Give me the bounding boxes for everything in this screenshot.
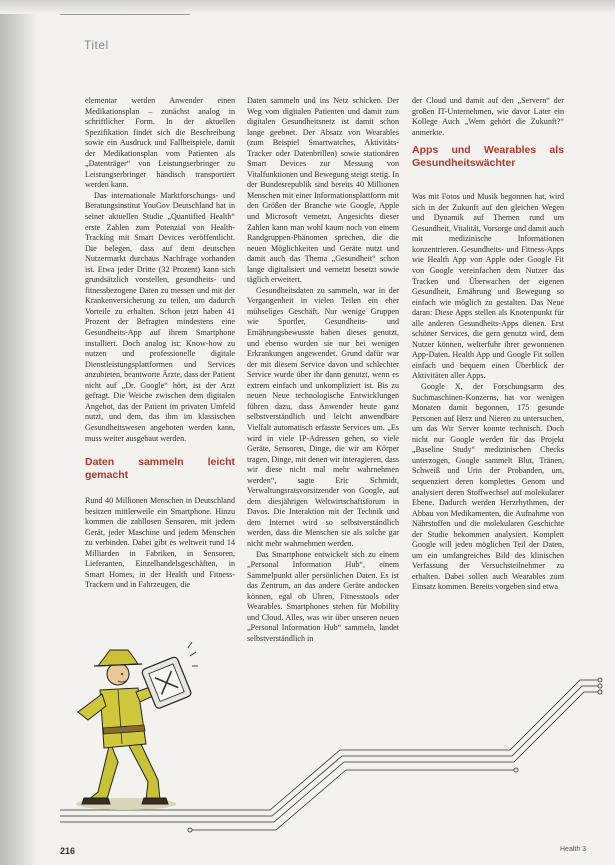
paragraph: der Cloud und damit auf den „Servern“ der großen IT-Unternehmen, wie davor Later ein Kollege Auch „Wem gehört die Zukunft?“ anmerkte.: [412, 96, 564, 137]
paragraph: Was mit Fotos und Musik begonnen hat, wird sich in der Zukunft auf den gleichen Wegen und Dynamik auf Themen rund um Gesundheit, Vitalität, Vorsorge und damit auch mit medizinische Informationen konzentrieren. Gesundheits- und Fitness-Apps wie Health App von Apple oder Google Fit von Google vereinfachen dem Nutzer das Tracken und Überwachen der eigenen Gesundheit, Ernährung und Bewegung so einfach wie möglich zu gestalten. Das Neue daran: Diese Apps stellen als Knotenpunkt für alle anderen Gesundheits-Apps dienen. Erst schöner Services, die gern genutzt wird, dem Nutzer können, welterfuhr ihrer gewonnenen App-Daten. Health App und Google Fit sollen einfach und bequem einen Überblick der Aktivitäten aller Apps.: [412, 192, 564, 381]
paragraph: elementar werden Anwender einen Medikationsplan – zunächst analog in schriftlicher Form. In der aktuellen Spezifikation findet sich die Beschreibung sowie ein Ausdruck und Fallbeispiele, damit der Medikationsplan vom Patienten als „Datenträger“ von Leistungserbringer zu Leistungserbringer händisch transportiert werden kann.: [85, 96, 235, 190]
magazine-name: Health 3: [560, 846, 587, 853]
page-gutter-shadow: [0, 0, 38, 865]
man-with-device-illustration: [48, 632, 198, 812]
page-number: 216: [60, 846, 76, 856]
subheading: Apps und Wearables als Gesundheitswächter: [412, 144, 564, 170]
text-column-2: [247, 96, 399, 644]
paragraph-text: Rund 40 Millionen Menschen in Deutschland besitzen mittlerweile ein Smartphone. Hinzu kommen die zahllosen Sensoren, mit jedem Gerät, jeder Maschine und jedem Menschen zu verbinden. Dabei gibt es weltweit rund 14 Milliarden in Fabriken, in Sensoren, Lieferanten, Einzelhandelsgeschäften, in Smart Homes, in der Health und Fitness-Trackern und in Fahrzeugen, die: [85, 496, 235, 590]
paragraph: [85, 496, 235, 591]
paragraph: Daten sammeln und ins Netz schicken. Der Weg vom digitalen Patienten und damit zum digitalen Gesundheitsnetz ist damit schon lange geebnet. Der Absatz von Wearables (zum Beispiel Smartwatches, Aktivitäts-Tracker oder Datenbrillen) sowie stationären Smart Devices zur Messung von Vitalfunktionen und Bewegung steigt stetig. In der Bundesrepublik sind bereits 40 Millionen Menschen mit einer Informationsplattform mit den Größen der Branche wie Google, Apple und Microsoft vernetzt. Angesichts dieser Zahlen kann man wohl kaum noch von einem Randgruppen-Phänomen sprechen, die die neuen Möglichkeiten und Geräte nutzt und damit auch das Thema „Gesundheit“ schon lange digitalisiert und vernetzt besetzt sowie täglich erweitert.: [247, 96, 399, 285]
page-top-shadow: [0, 0, 615, 14]
subheading: Daten sammeln leicht gemacht: [85, 456, 235, 482]
paragraph: Das internationale Marktforschungs- und Beratungsinstitut YouGov Deutschland hat in seiner aktuellen Studie „Quantified Health“ erste Zahlen zum Potenzial von Health-Tracking mit Smart Devices veröffentlicht. Die belegen, dass auf dem deutschen Nutzermarkt durchaus Nachfrage vorhanden ist. Etwa jeder Dritte (32 Prozent) kann sich grundsätzlich vorstellen, gesundheits- und fitnessbezogene Daten zu messen und mit der Krankenversicherung zu teilen, um dadurch Vorteile zu erhalten. Schon jetzt haben 41 Prozent der Befragten mindestens eine Gesundheits-App auf ihrem Smartphone installiert. Doch analog ist: Know-how zu nutzen und professionelle digitale Dienstleistungsplattformen und Services anzubieten, beantworte Ärzte, dass der Patient nicht auf „Dr. Google“ hört, ist der Arzt gefragt. Die Weiche zwischen dem digitalen Angebot, das der Patient im privaten Umfeld nutzt, und dem, das ihm im klassischen Gesundheitswesen angeboten werden kann, muss weiter ausgebaut werden.: [85, 190, 235, 443]
top-rule: [60, 14, 190, 15]
text-column-1: [85, 96, 235, 591]
text-column-3: [412, 96, 564, 593]
section-title: Titel: [84, 38, 109, 52]
paragraph: Google X, der Forschungsarm des Suchmaschinen-Konzerns, hat vor wenigen Monaten damit begonnen, 175 gesunde Personen auf Herz und Nieren zu untersuchen, um das Wir Server konnte technisch. Doch nicht nur Google werden für das Projekt „Baseline Study“ medizinischen Checks unterzogen, Google sammelt Blut, Tränen, Schweiß und Urin der Probanden, um, sequenziert deren komplettes Genom und analysiert deren Stoffwechsel auf molekularer Ebene. Dadurch werden Herzrhythmen, der Abbau von Medikamenten, die Aufnahme von Nährstoffen und die molekularen Geschichte der Studie bekommen analysiert. Komplett Google will jeden möglichen Teil der Daten, um ein umfangreiches Bild des klinischen Verfassung der Versuchsteilnehmer zu erhalten. Dabei sollen auch Wearables zum Einsatz kommen. Bereits vorgeben sind etwa: [412, 382, 564, 592]
paragraph: Das Smartphone entwickelt sich zu einem „Personal Information Hub“, einem Sammelpunkt aller persönlichen Daten. Es ist das Zentrum, an das andere Geräte andocken können, egal ob Uhren, Fitnesstools oder Wearables. Smartphones stehen für Mobility und Cloud. Alles, was wir über unseren neuen „Personal Information Hub“ sammeln, landet selbstverständlich in: [247, 549, 399, 643]
paragraph: Gesundheitsdaten zu sammeln, war in der Vergangenheit in vielen Teilen ein eher mühseliges Geschäft. Nur wenige Gruppen wie Sportler, Gesundheits- und Ernährungsbewusste haben dieses genutzt, und ebenso wurden sie nur bei wenigen Erkrankungen angewendet. Grund dafür war der mit diesem Service davon und schlechter Service wurde über ihr dann genutzt, wenn es extrem einfach und unkompliziert ist. Bis zu neuen Neue technologische Entwicklungen führen dazu, dass Anwender heute ganz selbstverständlich und leicht anwendbare Vielfalt automatisch erfasste Services um. „Es wird in viele IP-Adressen gehen, so viele Geräte, Sensoren, Dinge, die wir am Körper tragen, Dinge, mit denen wir interagieren, dass wir diese nicht mal mehr wahrnehmen werden“, sagte Eric Schmidt, Verwaltungsratsvorsitzender von Google, auf dem diesjährigen Weltwirtschaftsforum in Davos. Die Interaktion mit der Technik und dem Internet wird so selbstverständlich werden, dass die Menschen sie als solche gar nicht mehr wahrnehmen werden.: [247, 285, 399, 548]
